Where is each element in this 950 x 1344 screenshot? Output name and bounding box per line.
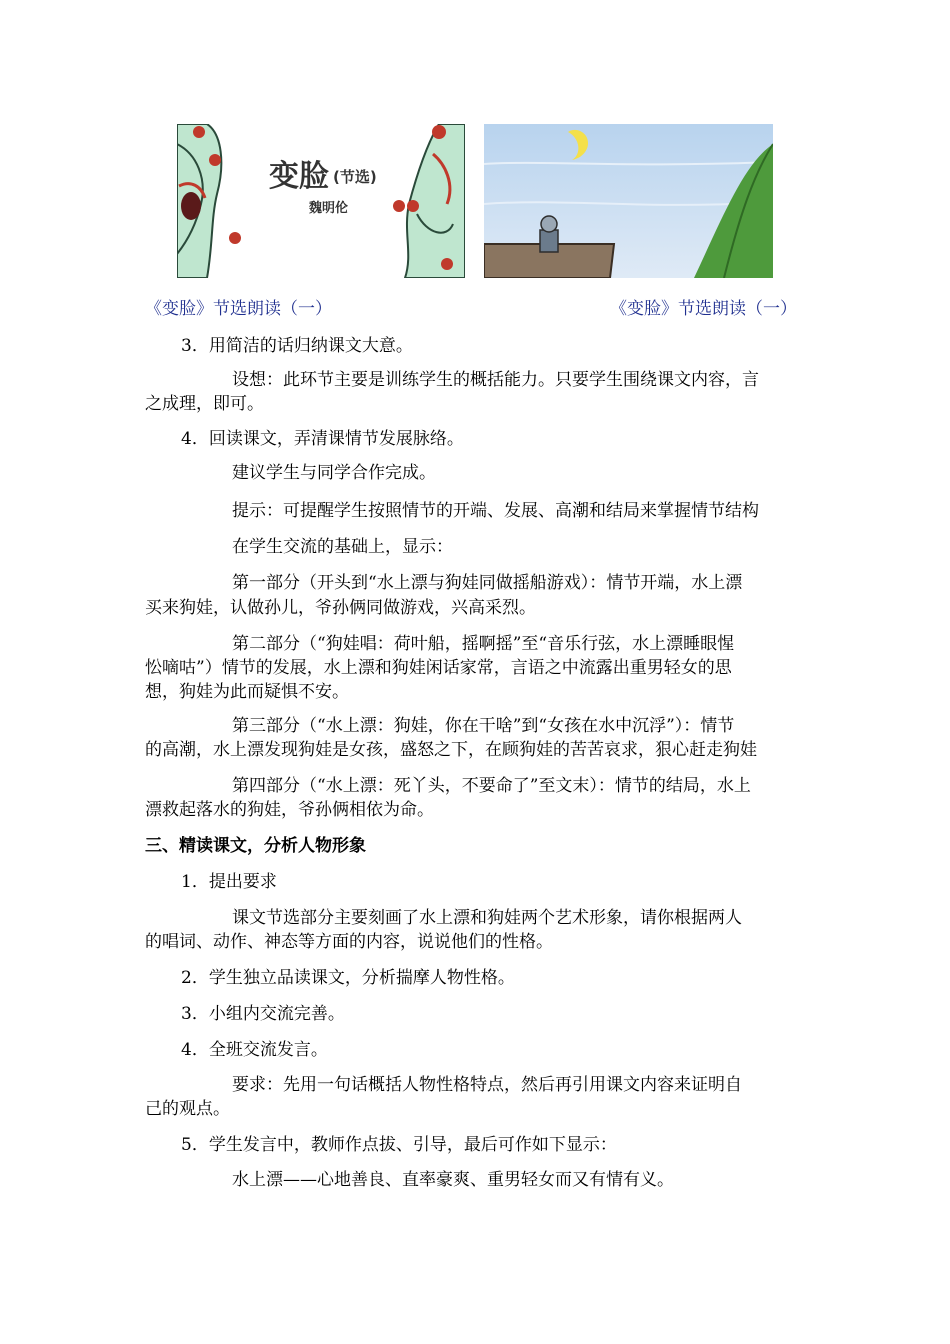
text-line: 1．提出要求 [181,872,277,892]
title-card-image [177,124,465,278]
text-line: 第四部分（“水上漂：死丫头，不要命了”至文末）：情节的结局，水上 [232,776,751,796]
text-line: 忪嘀咕”）情节的发展，水上漂和狗娃闲话家常，言语之中流露出重男轻女的思 [145,658,732,678]
text-line: 想，狗娃为此而疑惧不安。 [145,682,349,702]
text-line: 第二部分（“狗娃唱：荷叶船，摇啊摇”至“音乐行弦，水上漂睡眼惺 [232,634,735,654]
text-line: 3．用简洁的话归纳课文大意。 [181,336,413,356]
boat-moon-illustration [484,124,773,278]
text-line: 己的观点。 [145,1099,230,1119]
image-subtitle: (节选) [333,168,377,186]
text-line: 2．学生独立品读课文，分析揣摩人物性格。 [181,968,515,988]
image-caption-left: 《变脸》节选朗读（一） [145,299,332,319]
text-line: 3．小组内交流完善。 [181,1004,345,1024]
text-line: 4．回读课文，弄清课情节发展脉络。 [181,429,464,449]
text-line: 提示：可提醒学生按照情节的开端、发展、高潮和结局来掌握情节结构 [232,501,759,521]
text-line: 第一部分（开头到“水上漂与狗娃同做摇船游戏）：情节开端，水上漂 [232,573,743,593]
night-scene-image [484,124,773,278]
image-caption-right: 《变脸》节选朗读（一） [610,299,797,319]
text-line: 之成理，即可。 [145,394,264,414]
text-line: 在学生交流的基础上，显示： [232,537,453,557]
text-line: 第三部分（“水上漂：狗娃，你在干啥”到“女孩在水中沉浮”）：情节 [232,716,735,736]
text-line: 5．学生发言中，教师作点拔、引导，最后可作如下显示： [181,1135,617,1155]
text-line: 买来狗娃，认做孙儿，爷孙俩同做游戏，兴高采烈。 [145,598,536,618]
section-heading: 三、精读课文，分析人物形象 [145,836,366,856]
text-line: 要求：先用一句话概括人物性格特点，然后再引用课文内容来证明自 [232,1075,742,1095]
text-line: 漂救起落水的狗娃，爷孙俩相依为命。 [145,800,434,820]
text-line: 水上漂——心地善良、直率豪爽、重男轻女而又有情有义。 [232,1170,674,1190]
text-line: 4．全班交流发言。 [181,1040,328,1060]
image-title: 变脸 [269,159,329,194]
text-line: 的唱词、动作、神态等方面的内容，说说他们的性格。 [145,932,553,952]
text-line: 设想：此环节主要是训练学生的概括能力。只要学生围绕课文内容，言 [232,370,759,390]
text-line: 课文节选部分主要刻画了水上漂和狗娃两个艺术形象，请你根据两人 [232,908,742,928]
opera-mask-illustration [177,124,465,278]
image-author: 魏明伦 [309,201,349,216]
text-line: 建议学生与同学合作完成。 [232,463,436,483]
text-line: 的高潮，水上漂发现狗娃是女孩，盛怒之下，在顾狗娃的苦苦哀求，狠心赶走狗娃 [145,740,757,760]
